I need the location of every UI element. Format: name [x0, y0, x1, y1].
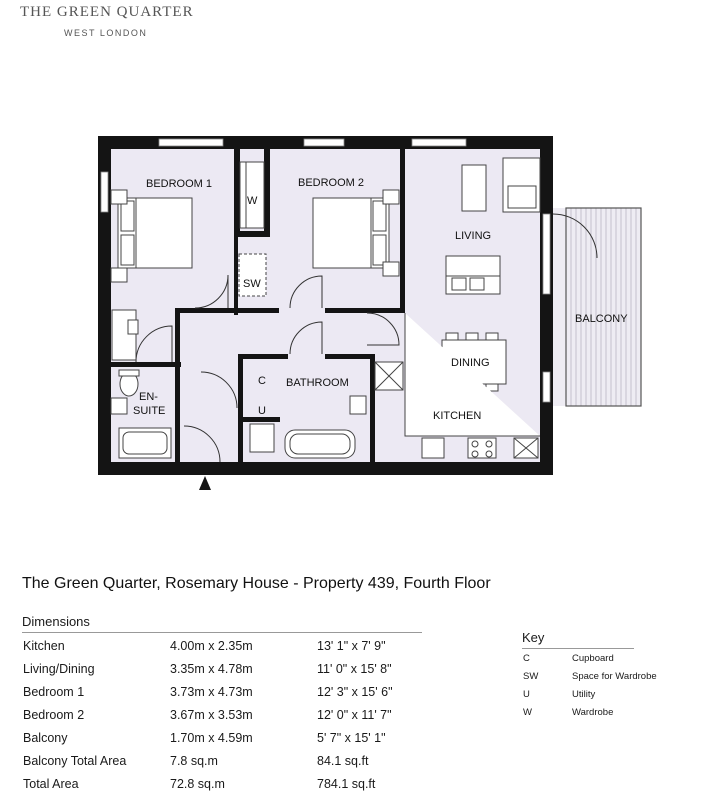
dimension-row [22, 704, 422, 727]
label-living: LIVING [455, 230, 492, 242]
dimension-name: Balcony Total Area [23, 754, 127, 768]
dimension-row [22, 773, 422, 796]
dimension-metric: 3.67m x 3.53m [170, 708, 253, 722]
label-balcony: BALCONY [575, 313, 628, 325]
dimension-row [22, 635, 422, 658]
dimension-name: Living/Dining [23, 662, 95, 676]
dimension-imperial: 784.1 sq.ft [317, 777, 376, 791]
label-wardrobe: W [247, 195, 258, 207]
dimension-imperial: 11' 0" x 15' 8" [317, 662, 392, 676]
dimension-imperial: 13' 1" x 7' 9" [317, 639, 386, 653]
key-meaning: Space for Wardrobe [572, 671, 657, 682]
dimension-row [22, 727, 422, 750]
dimension-metric: 1.70m x 4.59m [170, 731, 253, 745]
dimension-name: Total Area [23, 777, 79, 791]
brand-location: WEST LONDON [64, 28, 148, 38]
key-row [522, 685, 634, 703]
dimension-row [22, 750, 422, 773]
dimension-name: Balcony [23, 731, 68, 745]
bed-2 [313, 190, 399, 276]
key-heading: Key [522, 630, 634, 649]
dimensions-heading: Dimensions [22, 614, 422, 633]
key-row [522, 667, 657, 685]
key-row [522, 649, 634, 667]
key-code: W [523, 707, 532, 718]
key-table [522, 630, 657, 721]
key-code: U [523, 689, 530, 700]
dimension-metric: 4.00m x 2.35m [170, 639, 253, 653]
label-bedroom-2: BEDROOM 2 [298, 177, 365, 189]
dimension-metric: 7.8 sq.m [170, 754, 218, 768]
label-kitchen: KITCHEN [433, 410, 482, 422]
dimension-metric: 3.73m x 4.73m [170, 685, 253, 699]
dimension-metric: 72.8 sq.m [170, 777, 225, 791]
key-meaning: Wardrobe [572, 707, 614, 718]
label-dining: DINING [451, 357, 490, 369]
entrance-arrow-icon [199, 476, 211, 490]
dimension-imperial: 12' 3" x 15' 6" [317, 685, 393, 699]
brand-title: THE GREEN QUARTER [20, 4, 194, 20]
dimension-row [22, 681, 422, 704]
dimensions-table [22, 614, 422, 796]
label-ensuite-line1: EN- [139, 391, 158, 403]
dimension-name: Kitchen [23, 639, 65, 653]
dimension-metric: 3.35m x 4.78m [170, 662, 253, 676]
dimension-imperial: 84.1 sq.ft [317, 754, 369, 768]
key-code: C [523, 653, 530, 664]
dimension-imperial: 12' 0" x 11' 7" [317, 708, 392, 722]
property-title: The Green Quarter, Rosemary House - Property 439, Fourth Floor [22, 575, 491, 592]
dimension-name: Bedroom 1 [23, 685, 85, 699]
label-bedroom-1: BEDROOM 1 [146, 178, 213, 190]
key-row [522, 703, 634, 721]
dimension-row [22, 658, 422, 681]
label-ensuite-line2: SUITE [133, 405, 166, 417]
key-meaning: Utility [572, 689, 596, 700]
key-code: SW [523, 671, 539, 682]
label-cupboard: C [258, 375, 266, 387]
dimension-imperial: 5' 7" x 15' 1" [317, 731, 386, 745]
label-space-for-wardrobe: SW [243, 278, 261, 290]
label-utility: U [258, 405, 266, 417]
label-bathroom: BATHROOM [286, 377, 349, 389]
key-meaning: Cupboard [572, 653, 614, 664]
dimension-name: Bedroom 2 [23, 708, 85, 722]
